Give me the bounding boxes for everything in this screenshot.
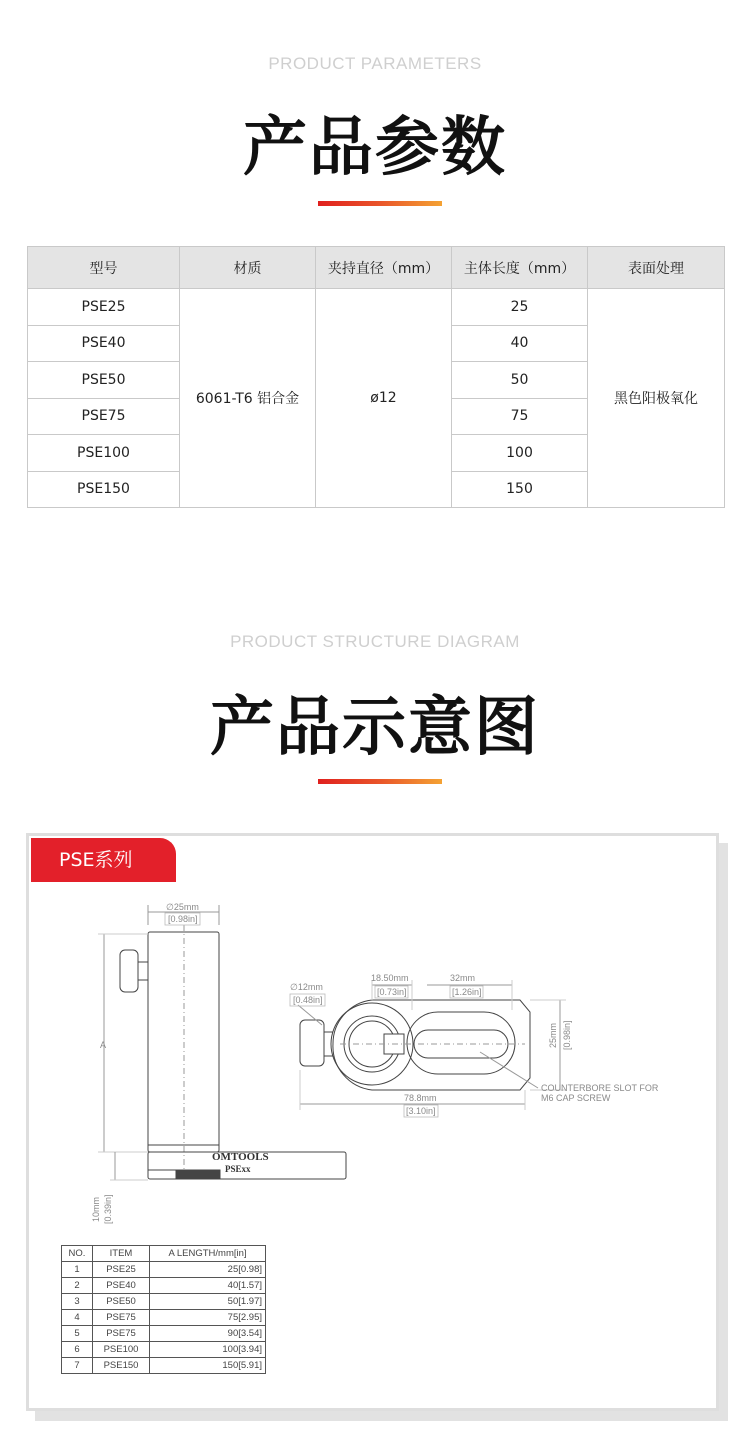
dim-post-diameter: ∅25mm xyxy=(166,902,199,912)
cell-model: PSE75 xyxy=(28,398,180,435)
cell-length: 25 xyxy=(452,289,588,326)
cell-no: 7 xyxy=(62,1358,93,1374)
dim-slot-length-in: [1.26in] xyxy=(452,987,482,997)
header-a-length: A LENGTH/mm[in] xyxy=(150,1246,266,1262)
note-line-1: COUNTERBORE SLOT FOR xyxy=(541,1083,659,1093)
cell-a-length: 100[3.94] xyxy=(150,1342,266,1358)
cell-material: 6061-T6 铝合金 xyxy=(180,289,316,508)
table-row xyxy=(62,1326,266,1342)
cell-no: 2 xyxy=(62,1278,93,1294)
cell-no: 3 xyxy=(62,1294,93,1310)
dim-offset: 18.50mm xyxy=(371,973,409,983)
cell-item: PSE150 xyxy=(93,1358,150,1374)
cell-surface: 黑色阳极氧化 xyxy=(588,289,725,508)
note-line-2: M6 CAP SCREW xyxy=(541,1093,611,1103)
header-body-length: 主体长度（mm） xyxy=(452,247,588,289)
dim-total-length: 78.8mm xyxy=(404,1093,437,1103)
diagram-title: 产品示意图 xyxy=(210,691,540,765)
counterbore-slot xyxy=(407,1012,515,1074)
cell-item: PSE40 xyxy=(93,1278,150,1294)
header-no: NO. xyxy=(62,1246,93,1262)
cell-a-length: 50[1.97] xyxy=(150,1294,266,1310)
cell-no: 5 xyxy=(62,1326,93,1342)
cell-length: 75 xyxy=(452,398,588,435)
params-title: 产品参数 xyxy=(243,111,507,185)
table-row xyxy=(62,1294,266,1310)
diagram-subtitle-en: PRODUCT STRUCTURE DIAGRAM xyxy=(230,632,520,651)
length-header-row xyxy=(62,1246,266,1262)
cell-a-length: 75[2.95] xyxy=(150,1310,266,1326)
cell-item: PSE25 xyxy=(93,1262,150,1278)
table-row xyxy=(62,1310,266,1326)
cell-a-length: 90[3.54] xyxy=(150,1326,266,1342)
cell-length: 50 xyxy=(452,362,588,399)
dim-post-diameter-in: [0.98in] xyxy=(168,914,198,924)
dim-slot-length: 32mm xyxy=(450,973,476,983)
cell-model: PSE40 xyxy=(28,325,180,362)
table-row xyxy=(62,1342,266,1358)
header-item: ITEM xyxy=(93,1246,150,1262)
dim-width: 25mm xyxy=(548,1022,558,1048)
cell-length: 40 xyxy=(452,325,588,362)
dim-offset-in: [0.73in] xyxy=(377,987,407,997)
cell-item: PSE50 xyxy=(93,1294,150,1310)
brand-mark: OMTOOLS xyxy=(212,1151,269,1163)
cell-model: PSE25 xyxy=(28,289,180,326)
header-material: 材质 xyxy=(180,247,316,289)
dim-total-length-in: [3.10in] xyxy=(406,1106,436,1116)
cell-item: PSE75 xyxy=(93,1310,150,1326)
series-tag: PSE系列 xyxy=(31,838,176,882)
cell-length: 150 xyxy=(452,471,588,508)
cell-a-length: 25[0.98] xyxy=(150,1262,266,1278)
cell-model: PSE100 xyxy=(28,435,180,472)
table-row xyxy=(62,1358,266,1374)
cell-model: PSE50 xyxy=(28,362,180,399)
table-row xyxy=(62,1278,266,1294)
cell-model: PSE150 xyxy=(28,471,180,508)
params-subtitle-en: PRODUCT PARAMETERS xyxy=(268,54,482,73)
length-table xyxy=(61,1245,266,1374)
cell-length: 100 xyxy=(452,435,588,472)
cell-item: PSE100 xyxy=(93,1342,150,1358)
dim-length-a: A xyxy=(100,1040,107,1050)
dim-base-height: 10mm xyxy=(91,1196,101,1222)
top-view-outline xyxy=(333,1000,530,1090)
model-mark: PSExx xyxy=(225,1164,251,1174)
dim-clamp-diameter: ∅12mm xyxy=(290,982,323,992)
cell-item: PSE75 xyxy=(93,1326,150,1342)
header-surface: 表面处理 xyxy=(588,247,725,289)
dim-base-height-in: [0.39in] xyxy=(103,1194,113,1224)
table-row xyxy=(62,1262,266,1278)
dim-width-in: [0.98in] xyxy=(562,1020,572,1050)
top-knob xyxy=(300,1020,324,1066)
cell-no: 1 xyxy=(62,1262,93,1278)
header-model: 型号 xyxy=(28,247,180,289)
side-knob xyxy=(120,950,138,992)
cell-a-length: 150[5.91] xyxy=(150,1358,266,1374)
dim-clamp-diameter-in: [0.48in] xyxy=(293,995,323,1005)
header-clamp-diameter: 夹持直径（mm） xyxy=(316,247,452,289)
cell-no: 6 xyxy=(62,1342,93,1358)
cell-a-length: 40[1.57] xyxy=(150,1278,266,1294)
cell-no: 4 xyxy=(62,1310,93,1326)
cell-clamp-diameter: ø12 xyxy=(316,289,452,508)
